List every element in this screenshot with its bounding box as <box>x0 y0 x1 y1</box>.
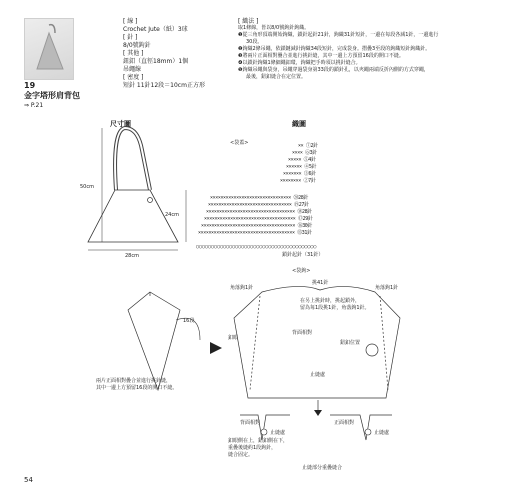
stop-stitch-label: 止縫處 <box>310 372 326 378</box>
foundation-chain: ○○○○○○○○○○○○○○○○○○○○○○○○○○○○○○○○○○○○○○○○ <box>196 244 317 250</box>
flap-row-2: ×××× ⑥3針 <box>292 150 317 156</box>
flap-label: <袋蓋> <box>230 140 249 146</box>
bag-diagram-title: <袋鉤> <box>292 268 311 274</box>
bottom-stop-left: 止縫處 <box>270 430 286 436</box>
other-label: [ 其他 ] <box>123 50 144 57</box>
body-row-5: ×××××××××××××××××××××××××××××××××××× ⑯30針 <box>201 223 313 229</box>
yarn-label: [ 線 ] <box>123 18 138 25</box>
size-diagram-title: 尺寸圖 <box>110 120 131 128</box>
gauge-value: 短針 11針12段＝10cm正方形 <box>123 82 205 89</box>
item-title: 金字塔形肩背包 <box>24 91 80 100</box>
step-5: ❺鉤織吊繩與袋身，吊繩穿過袋身第33段的鎖針孔，以夾繩兩端反折內側的方式穿繩， <box>238 67 429 73</box>
foundation-label: 鎖針起針（31針） <box>282 252 324 258</box>
flap-row-3: ××××× ⑤4針 <box>288 157 316 163</box>
page-reference: ⇒ P.21 <box>24 102 44 109</box>
other-value-1: 鈕釦（直徑18mm）1個 <box>123 58 189 65</box>
item-number: 19 <box>24 81 36 90</box>
yarn-value: Crochet Jute（紙）3球 <box>123 26 188 33</box>
gauge-label: [ 密度 ] <box>123 74 144 81</box>
page-number: 54 <box>24 476 33 484</box>
bottom-note-3: 縫合固定。 <box>228 452 254 458</box>
bottom-back-label: 背面相對 <box>240 420 261 426</box>
bottom-note-1: 釦眼側在上，鈕釦側在下， <box>228 438 289 444</box>
other-value-2: 吊繩線 <box>123 66 142 73</box>
steps-title: [ 織法 ] <box>238 18 259 25</box>
bottom-note-2: 重疊後縫約1段鉤針， <box>228 445 277 451</box>
button-position-label: 鈕釦位置 <box>340 340 361 346</box>
chart-title: 織圖 <box>292 120 306 128</box>
body-row-1: ××××××××××××××××××××××××××××××× ⑳28針 <box>210 195 308 201</box>
bottom-stop-right: 止縫處 <box>374 430 390 436</box>
height-label: 50cm <box>80 184 94 190</box>
body-row-6: ××××××××××××××××××××××××××××××××××××× ⑮31針 <box>198 230 312 236</box>
hook-label: [ 針 ] <box>123 34 138 41</box>
width-label: 28cm <box>125 253 139 259</box>
rows-16-label: 16段 <box>183 318 195 324</box>
step-3: ❸將兩片正面相對疊合並進行挑針縫，其中一邊上方預留16段的開口不縫。 <box>238 53 404 59</box>
top-stitch-label: 挑41針 <box>312 280 329 286</box>
step-4: ❹以鎖針鉤織1條細繩釦環，鉤織把手時須以挑針縫合。 <box>238 60 361 66</box>
flap-row-1: ×× ⑦2針 <box>298 143 318 149</box>
flap-row-6: ×××××××× ②7針 <box>280 178 316 184</box>
flap-row-5: ××××××× ③6針 <box>283 171 316 177</box>
body-row-3: ×××××××××××××××××××××××××××××××××× ⑱28針 <box>206 209 312 215</box>
flap-row-4: ×××××× ④5針 <box>286 164 317 170</box>
steps-intro: 取1條線，皆以8/0號鉤針鉤織。 <box>238 25 310 31</box>
back-facing-label: 背面相對 <box>292 330 313 336</box>
bottom-caption: 止縫部分重疊縫合 <box>302 465 343 471</box>
seam-note-2: 其中一邊上方預留16段的開口不縫。 <box>96 385 178 391</box>
body-row-2: ×××××××××××××××××××××××××××××××× ⑲27針 <box>208 202 309 208</box>
left-corner-label: 角落鉤1針 <box>230 285 254 291</box>
buttonhole-label: 釦眼 <box>228 335 239 341</box>
step-1: ❶從三角形頂端開始鉤織，鎖針起針21針，鉤織31針短針，一邊在每段各減1針，一邊進行 <box>238 32 439 38</box>
body-row-4: ××××××××××××××××××××××××××××××××××× ⑰29針 <box>204 216 313 222</box>
assembly-note-2: 留為每1段挑1針，角落鉤1針。 <box>300 305 370 311</box>
right-corner-label: 角落鉤1針 <box>375 285 399 291</box>
step-2: ❷鉤織2條吊繩，依鎖鏈減針鉤織34段短針，完成袋身。摺疊3至段的鉤織短針鉤織針。 <box>238 46 431 52</box>
bottom-front-label: 正面相對 <box>334 420 355 426</box>
body-height-label: 24cm <box>165 212 179 218</box>
step-5b: 最後，鈕釦縫合在定位置。 <box>246 74 307 80</box>
step-1b: 30段。 <box>246 39 263 45</box>
seam-note-1: 兩片正面相對疊合並進行挑針縫， <box>96 378 172 384</box>
hook-value: 8/0號鉤針 <box>123 42 151 49</box>
assembly-note-1: 在另上挑針時，挑起鎖外， <box>300 298 361 304</box>
